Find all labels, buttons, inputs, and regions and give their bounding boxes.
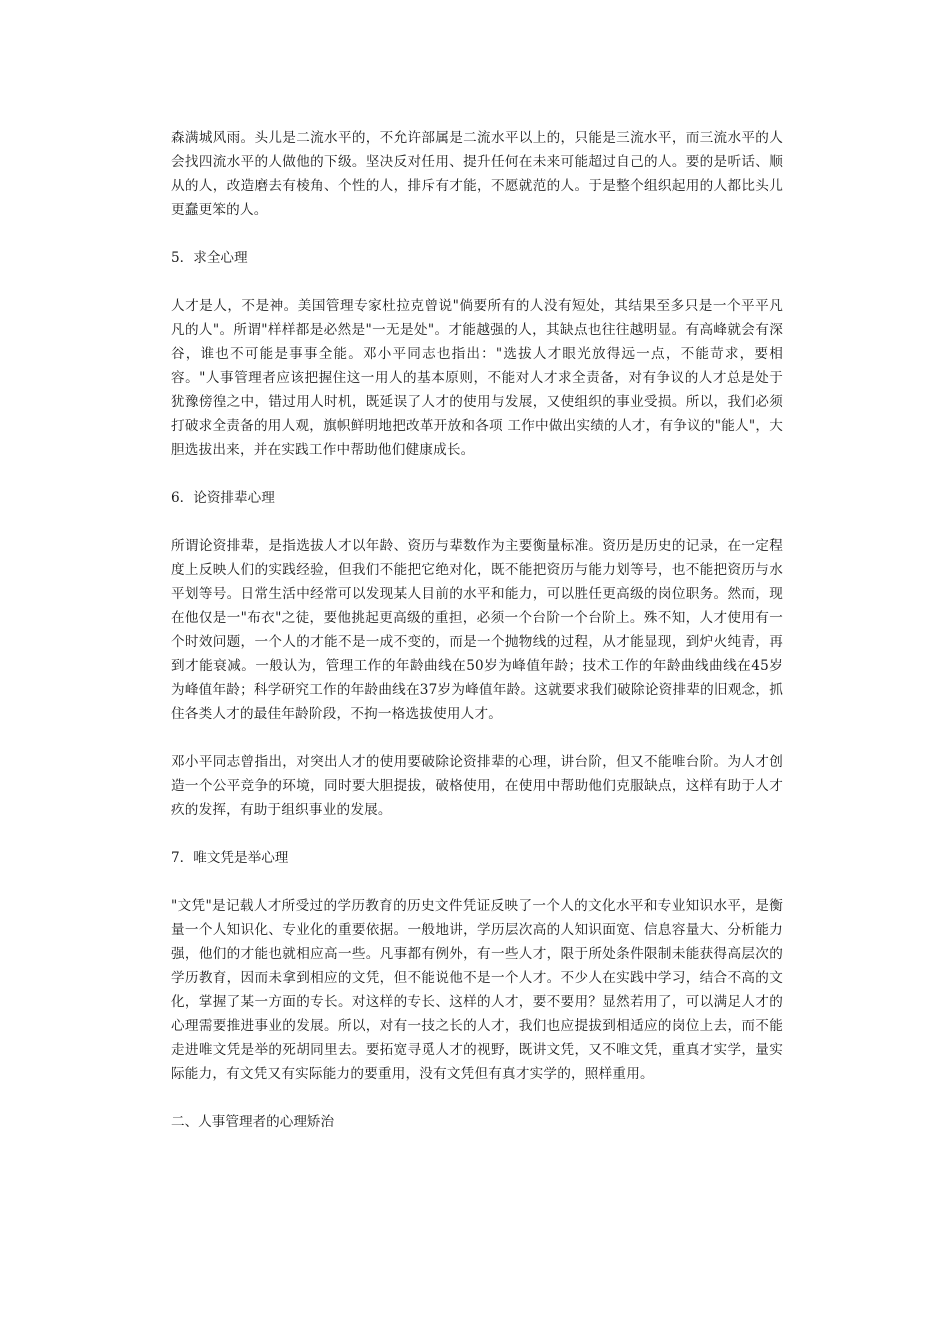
paragraph-section-6-a: 所谓论资排辈，是指选拔人才以年龄、资历与辈数作为主要衡量标准。资历是历史的记录，在一定程度上反映人们的实践经验，但我们不能把它绝对化，既不能把资历与能力划等号，也不能把资历与水平划等号。日常生活中经常可以发现某人目前的水平和能力，可以胜任更高级的岗位职务。然而，现在他仅是一"布衣"之徒，要他挑起更高级的重担，必须一个台阶一个台阶上。殊不知，人才使用有一个时效问题，一个人的才能不是一成不变的，而是一个抛物线的过程，从才能显现，到炉火纯青，再到才能衰减。一般认为，管理工作的年龄曲线在50岁为峰值年龄；技术工作的年龄曲线曲线在45岁为峰值年龄；科学研究工作的年龄曲线在37岁为峰值年龄。这就要求我们破除论资排辈的旧观念，抓住各类人才的最佳年龄阶段，不拘一格选拔使用人才。	[171, 538, 783, 722]
paragraph-section-6-b: 邓小平同志曾指出，对突出人才的使用要破除论资排辈的心理，讲台阶，但又不能唯台阶。为人才创造一个公平竞争的环境，同时要大胆提拔，破格使用，在使用中帮助他们克服缺点，这样有助于人才疚的发挥，有助于组织事业的发展。	[171, 754, 783, 818]
heading-section-7: 7．唯文凭是举心理	[171, 850, 289, 866]
heading-section-6: 6．论资排辈心理	[171, 490, 275, 506]
paragraph-section-7: "文凭"是记载人才所受过的学历教育的历史文件凭证反映了一个人的文化水平和专业知识水平，是衡量一个人知识化、专业化的重要依据。一般地讲，学历层次高的人知识面宽、信息容量大、分析能力强，他们的才能也就相应高一些。凡事都有例外，有一些人才，限于所处条件限制未能获得高层次的学历教育，因而未拿到相应的文凭，但不能说他不是一个人才。不少人在实践中学习，结合不高的文化，掌握了某一方面的专长。对这样的专长、这样的人才，要不要用？显然若用了，可以满足人才的心理需要推进事业的发展。所以，对有一技之长的人才，我们也应提拔到相适应的岗位上去，而不能走进唯文凭是举的死胡同里去。要拓宽寻觅人才的视野，既讲文凭，又不唯文凭，重真才实学，量实际能力，有文凭又有实际能力的要重用，没有文凭但有真才实学的，照样重用。	[171, 898, 783, 1082]
heading-section-5: 5．求全心理	[171, 250, 248, 266]
paragraph-section-5: 人才是人，不是神。美国管理专家杜拉克曾说"倘要所有的人没有短处，其结果至多只是一个平平凡凡的人"。所谓"样样都是必然是"一无是处"。才能越强的人，其缺点也往往越明显。有高峰就会有深谷，谁也不可能是事事全能。邓小平同志也指出："选拔人才眼光放得远一点，不能苛求，要相容。"人事管理者应该把握住这一用人的基本原则，不能对人才求全责备，对有争议的人才总是处于犹豫傍徨之中，错过用人时机，既延误了人才的使用与发展，又使组织的事业受损。所以，我们必须打破求全责备的用人观，旗帜鲜明地把改革开放和各项 工作中做出实绩的人才，有争议的"能人"，大胆选拔出来，并在实践工作中帮助他们健康成长。	[171, 298, 783, 458]
heading-part-2: 二、人事管理者的心理矫治	[171, 1114, 335, 1130]
paragraph-intro: 森满城风雨。头儿是二流水平的，不允许部属是二流水平以上的，只能是三流水平，而三流水平的人会找四流水平的人做他的下级。坚决反对任用、提升任何在未来可能超过自己的人。要的是听话、顺从的人，改造磨去有棱角、个性的人，排斥有才能，不愿就范的人。于是整个组织起用的人都比头儿更蠢更笨的人。	[171, 130, 783, 218]
document-page	[171, 126, 783, 1134]
